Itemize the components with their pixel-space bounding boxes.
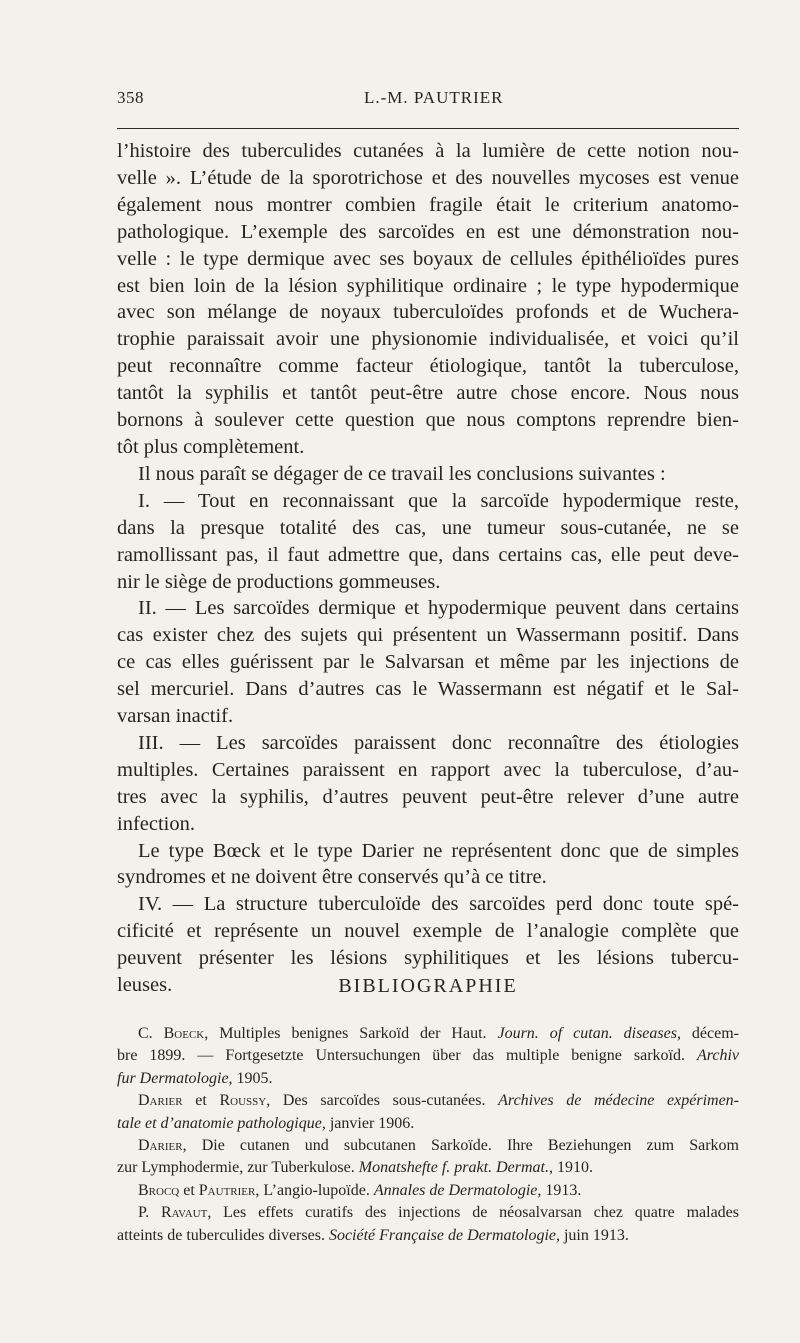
running-head: L.-M. PAUTRIER [364, 88, 504, 107]
bibliography-entry [117, 1090, 739, 1135]
citation-text: , Des sarcoïdes sous-cutanées. [266, 1092, 499, 1110]
citation-text: bre 1899. — Fortgesetzte Untersuchungen über das multiple benigne sarkoïd. [117, 1047, 697, 1065]
journal-title: Monatshefte f. prakt. Dermat., [358, 1159, 553, 1177]
conclusion-4: IV. — La structure tuberculoïde des sarcoïdes perd donc toute spé- [138, 893, 739, 916]
journal-title: Archiv [696, 1047, 739, 1065]
header-rule [117, 128, 739, 129]
author-name: Roussy [219, 1092, 267, 1110]
author-name: Darier [138, 1092, 183, 1110]
citation-text: juin 1913. [559, 1226, 629, 1244]
bibliography-line [117, 1180, 739, 1202]
citation-text: décem- [680, 1025, 739, 1042]
text-line: Le type Bœck et le type Darier ne représentent donc que de simples [138, 839, 739, 862]
journal-title: fur Dermatologie, [117, 1069, 233, 1087]
bibliography-line [117, 1045, 739, 1067]
bibliography-line [117, 1225, 739, 1247]
journal-title: Société Française de Dermatologie, [328, 1226, 560, 1244]
text-line: tantôt la syphilis et tantôt peut-être autre chose encore. Nous nous [117, 382, 739, 405]
text-line: est bien loin de la lésion syphilitique ordinaire ; le type hypodermique [117, 274, 739, 297]
text-line: peuvent présenter les lésions syphilitiques et les lésions tubercu- [117, 947, 739, 970]
text-line: peut reconnaître comme facteur étiologique, tantôt la tuberculose, [117, 355, 739, 378]
citation-text: P. [138, 1204, 161, 1222]
bibliography-line [117, 1157, 739, 1179]
bibliography-list [117, 1023, 739, 1247]
citation-text: 1910. [552, 1159, 593, 1177]
citation-text: , Die cutanen und subcutanen Sarkoïde. Ihre Beziehungen zum Sarkom [182, 1137, 739, 1155]
text-line: syndromes et ne doivent être conservés qu’à ce titre. [117, 866, 547, 889]
text-line: bornons à soulever cette question que nous comptons reprendre bien- [117, 409, 739, 432]
journal-title: Journ. of cutan. diseases, [497, 1025, 681, 1042]
text-line: varsan inactif. [117, 705, 234, 728]
text-line: Il nous paraît se dégager de ce travail les conclusions suivantes : [138, 462, 666, 485]
citation-text: , L’angio-lupoïde. [255, 1181, 374, 1199]
author-name: Ravaut [160, 1204, 208, 1222]
conclusion-2: II. — Les sarcoïdes dermique et hypodermique peuvent dans certains [138, 597, 739, 620]
text-line: tôt plus complètement. [117, 435, 305, 458]
bibliography-entry [117, 1135, 739, 1180]
citation-text: janvier 1906. [325, 1114, 415, 1132]
bibliography-line [117, 1135, 739, 1157]
citation-text: , Multiples benignes Sarkoïd der Haut. [204, 1025, 498, 1042]
text-line: tres avec la syphilis, d’autres peuvent peut-être relever d’une autre [117, 785, 739, 808]
bibliography-entry [117, 1180, 739, 1202]
text-line: multiples. Certaines paraissent en rapport avec la tuberculose, d’au- [117, 758, 739, 781]
page-number: 358 [117, 88, 144, 107]
text-line: avec son mélange de noyaux tuberculoïdes profonds et de Wuchera- [117, 301, 739, 324]
text-line: leuses. [117, 974, 173, 997]
bibliography-line [117, 1068, 739, 1090]
citation-text: et [182, 1092, 220, 1110]
text-line: infection. [117, 812, 195, 835]
text-line: nir le siège de productions gommeuses. [117, 570, 441, 593]
bibliography-line [117, 1023, 739, 1045]
text-line: cas exister chez des sujets qui présentent un Wassermann positif. Dans [117, 624, 739, 647]
text-line: l’histoire des tuberculides cutanées à la lumière de cette notion nou- [117, 140, 739, 162]
journal-title: Annales de Dermatologie, [373, 1181, 542, 1199]
bibliography-entry [117, 1202, 739, 1247]
citation-text: C. [138, 1025, 164, 1042]
text-line: trophie paraissait avoir une physionomie individualisée, et voici qu’il [117, 328, 739, 351]
text-line: sel mercuriel. Dans d’autres cas le Wassermann est négatif et le Sal- [117, 678, 739, 701]
conclusion-1: I. — Tout en reconnaissant que la sarcoïde hypodermique reste, [138, 489, 739, 512]
text-line: ramollissant pas, il faut admettre que, dans certains cas, elle peut deve- [117, 543, 739, 566]
bibliography-line [117, 1113, 739, 1135]
citation-text: , Les effets curatifs des injections de néosalvarsan chez quatre malades [207, 1204, 740, 1222]
journal-title: Archives de médecine expérimen- [498, 1092, 740, 1110]
bibliography-title: BIBLIOGRAPHIE [338, 975, 518, 997]
citation-text: et [179, 1181, 199, 1199]
text-line: velle ». L’étude de la sporotrichose et des nouvelles mycoses est venue [117, 166, 739, 189]
text-line: cificité et représente un nouvel exemple de l’analogie complète que [117, 920, 739, 943]
text-line: également nous montrer combien fragile était le criterium anatomo- [117, 193, 739, 216]
text-line: velle : le type dermique avec ses boyaux de cellules épithélioïdes pures [117, 247, 739, 270]
bibliography-line [117, 1202, 739, 1224]
author-name: Brocq [138, 1181, 180, 1199]
page-header [117, 88, 740, 112]
journal-title: tale et d’anatomie pathologique, [117, 1114, 326, 1132]
citation-text: zur Lymphodermie, zur Tuberkulose. [117, 1159, 359, 1177]
text-line: pathologique. L’exemple des sarcoïdes en est une démonstration nou- [117, 220, 739, 243]
author-name: Boeck [163, 1025, 205, 1042]
text-line: dans la presque totalité des cas, une tumeur sous-cutanée, ne se [117, 516, 739, 539]
bibliography-line [117, 1090, 739, 1112]
citation-text: 1913. [541, 1181, 582, 1199]
conclusion-3: III. — Les sarcoïdes paraissent donc reconnaître des étiologies [138, 731, 739, 754]
citation-text: 1905. [232, 1069, 273, 1087]
author-name: Darier [138, 1137, 183, 1155]
text-line: ce cas elles guérissent par le Salvarsan et même par les injections de [117, 651, 739, 674]
body-text [117, 138, 739, 999]
bibliography-entry [117, 1023, 739, 1090]
citation-text: atteints de tuberculides diverses. [117, 1226, 329, 1244]
author-name: Pautrier [198, 1181, 256, 1199]
